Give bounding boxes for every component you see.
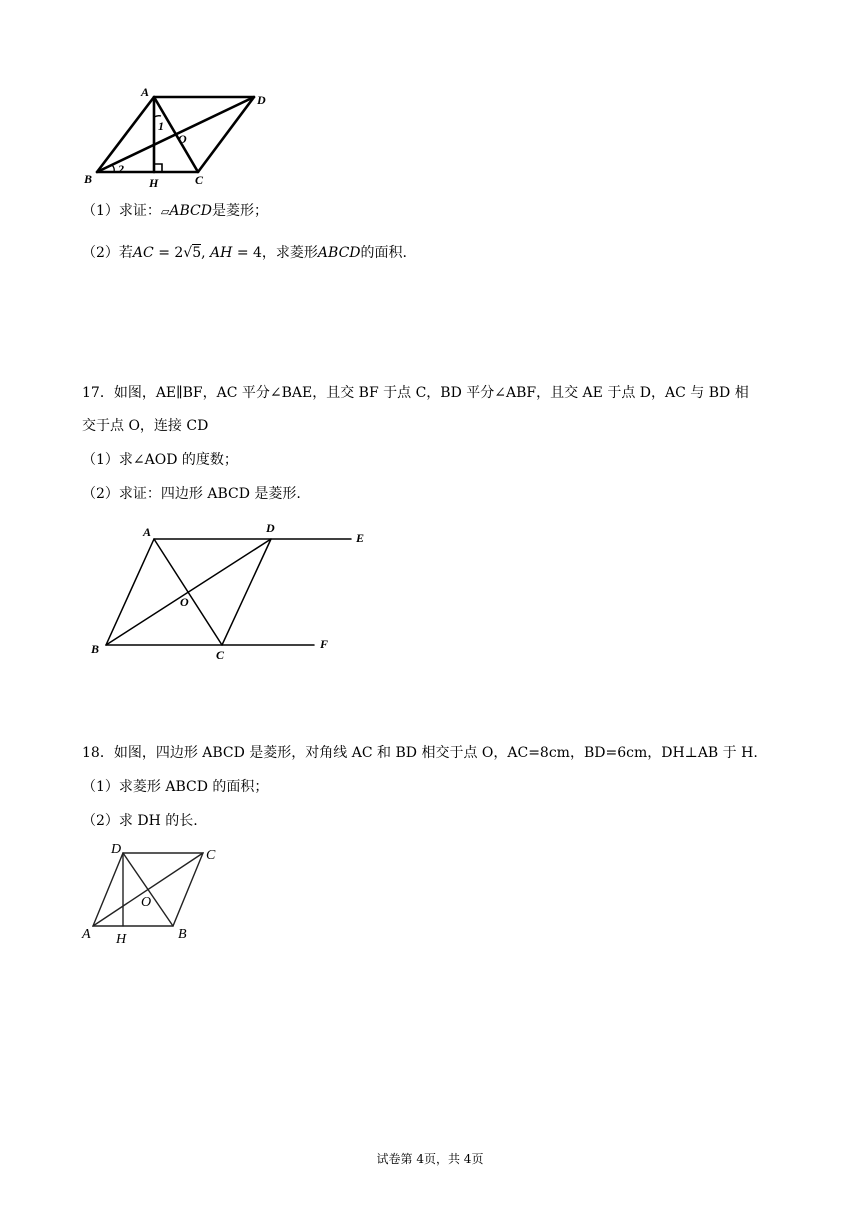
q16-label-o: O (178, 132, 187, 146)
q16-label-a: A (141, 85, 150, 99)
q17-stem-line1: 17．如图，AE∥BF，AC 平分∠BAE，且交 BF 于点 C，BD 平分∠ABF，且交 AE 于点 D，AC 与 BD 相 (82, 385, 749, 401)
q17-label-b: B (91, 642, 100, 656)
q17-label-f: F (320, 637, 329, 651)
q18-label-o: O (141, 895, 152, 910)
q16-label-b: B (84, 172, 93, 186)
q17-label-a: A (143, 525, 152, 539)
parallelogram-symbol: ▱ (160, 205, 170, 218)
q17-label-d: D (266, 521, 275, 535)
q18-label-b: B (178, 927, 187, 942)
q18-label-c: C (206, 848, 216, 863)
q18-label-h: H (116, 932, 127, 946)
q17-part1: （1）求∠AOD 的度数； (82, 452, 238, 468)
q16-diagonal-bd (97, 97, 254, 172)
q18-part1: （1）求菱形 ABCD 的面积； (82, 779, 269, 795)
q18-label-a: A (82, 927, 91, 942)
q17-figure (86, 520, 376, 662)
q18-part2: （2）求 DH 的长. (82, 813, 198, 829)
q18-stem: 18．如图，四边形 ABCD 是菱形，对角线 AC 和 BD 相交于点 O，AC=8cm，BD=6cm，DH⊥AB 于 H. (82, 745, 758, 761)
q16-figure (78, 84, 278, 190)
q17-label-e: E (356, 531, 365, 545)
q16-label-c: C (195, 173, 204, 187)
q18-label-d: D (111, 842, 122, 857)
q17-part2: （2）求证：四边形 ABCD 是菱形. (82, 486, 301, 502)
q18-diagonal-bd (123, 853, 173, 926)
sqrt-sign: √ (183, 245, 193, 261)
q18-figure (78, 838, 228, 946)
q16-label-d: D (257, 93, 266, 107)
q16-part1: （1）求证：▱ABCD是菱形； (82, 203, 268, 219)
q17-label-o: O (180, 595, 189, 609)
q16-part2: （2）若AC = 2√5, AH = 4，求菱形ABCD的面积. (82, 245, 407, 261)
q16-label-angle1: 1 (158, 119, 164, 133)
q16-label-angle2: 2 (118, 162, 124, 176)
q17-stem-line2: 交于点 O，连接 CD (82, 418, 209, 434)
page-footer: 试卷第 4页，共 4页 (376, 1152, 484, 1166)
q16-angle1-arc (154, 116, 161, 117)
q17-label-c: C (216, 648, 225, 662)
q16-label-h: H (149, 176, 159, 190)
